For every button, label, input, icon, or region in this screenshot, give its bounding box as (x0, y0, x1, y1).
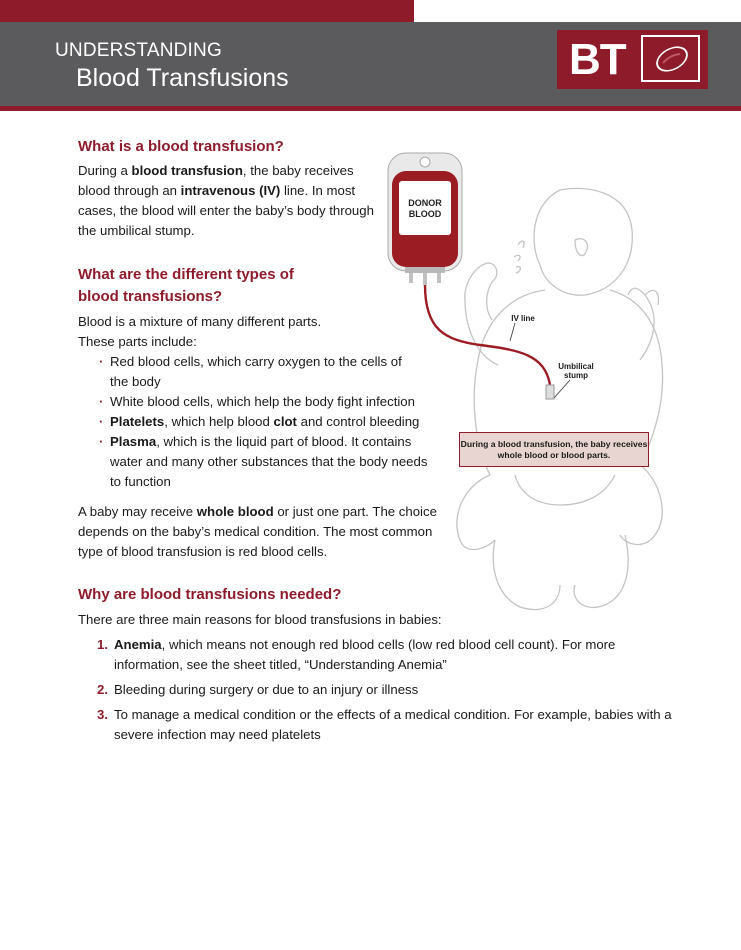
list-item: 3. To manage a medical condition or the effects of a medical condition. For example, babies with a severe infection may need platelets (97, 707, 672, 742)
bag-label-line1: DONOR (408, 198, 442, 208)
umbilical-label-line1: Umbilical (558, 362, 594, 371)
list-item: 2. Bleeding during surgery or due to an injury or illness (97, 682, 419, 697)
reasons-list (78, 635, 680, 750)
section-what-is-paragraph: During a blood transfusion, the baby receives blood through an intravenous (IV) line. In most cases, the blood will enter the baby’s body through the umbilical stump. (78, 163, 374, 238)
section-heading-why: Why are blood transfusions needed? (78, 586, 342, 603)
page-title: Blood Transfusions (76, 64, 289, 92)
blood-cell-icon (653, 44, 691, 74)
list-item: · Plasma, which is the liquid part of blood. It contains water and many other substances that the body needs to function (99, 434, 428, 489)
umbilical-label-line2: stump (564, 371, 588, 380)
logo-text: BT (569, 35, 626, 84)
umbilical-stump-label (550, 362, 602, 380)
section-heading-types: What are the different types of blood transfusions? (78, 266, 294, 305)
section-types-intro: Blood is a mixture of many different parts. These parts include: (78, 314, 322, 349)
section-types-paragraph: A baby may receive whole blood or just one part. The choice depends on the baby’s medical condition. The most common type of blood transfusion is red blood cells. (78, 504, 437, 559)
blood-cell-icon-frame (641, 35, 700, 82)
header-kicker: UNDERSTANDING (55, 40, 222, 61)
page-header (0, 22, 741, 106)
list-item: · Red blood cells, which carry oxygen to the cells of the body (99, 354, 402, 389)
top-accent-bar (0, 0, 414, 22)
header-divider (0, 106, 741, 111)
bag-label-line2: BLOOD (408, 209, 442, 219)
iv-line-label: IV line (511, 314, 535, 323)
blood-parts-list (78, 352, 448, 492)
list-item: · Platelets, which help blood clot and control bleeding (99, 414, 420, 429)
bag-label (399, 198, 451, 220)
list-item: · White blood cells, which help the body fight infection (99, 394, 415, 409)
illustration-caption: During a blood transfusion, the baby receives whole blood or blood parts. (459, 432, 649, 467)
list-item: 1. Anemia, which means not enough red blood cells (low red blood cell count). For more information, see the sheet titled, “Understanding Anemia” (97, 637, 616, 672)
section-heading-what-is: What is a blood transfusion? (78, 138, 284, 155)
bt-logo (557, 30, 708, 89)
section-why-intro: There are three main reasons for blood transfusions in babies: (78, 612, 442, 627)
